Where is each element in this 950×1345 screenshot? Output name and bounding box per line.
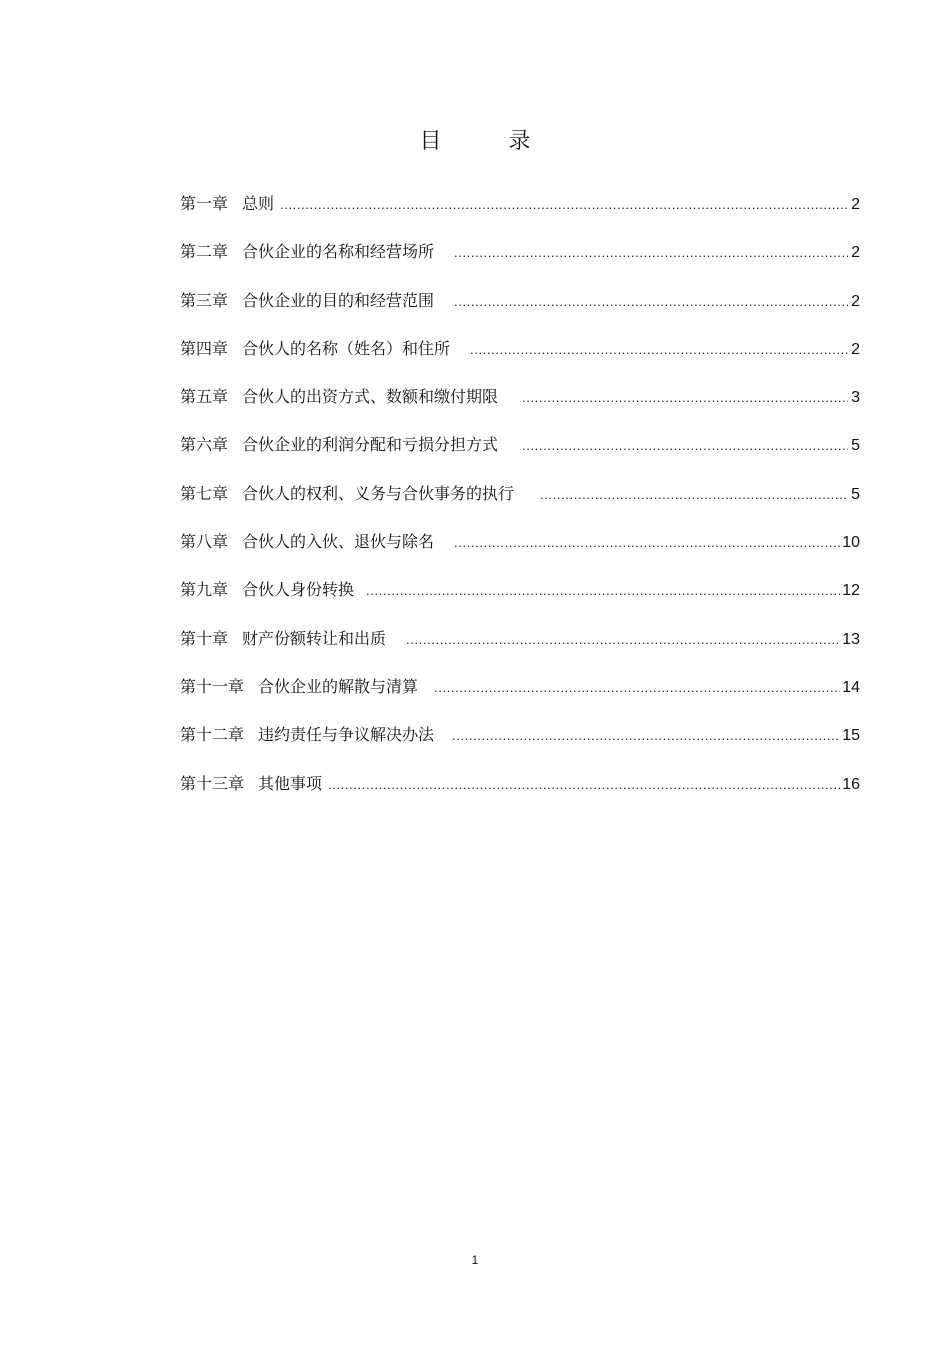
- toc-page-number: 14: [842, 678, 860, 696]
- toc-dot-leader: [328, 771, 840, 799]
- toc-heading: 合伙企业的利润分配和亏损分担方式: [242, 435, 499, 455]
- toc-dot-leader: [454, 529, 840, 557]
- toc-heading: 合伙人的名称（姓名）和住所: [242, 338, 451, 358]
- toc-dot-leader: [522, 432, 848, 460]
- toc-entry-4[interactable]: [180, 335, 860, 383]
- toc-chapter-label: 第六章: [180, 435, 229, 455]
- toc-heading: 其他事项: [258, 773, 323, 793]
- toc-entry-8[interactable]: [180, 528, 860, 576]
- toc-heading: 合伙人身份转换: [242, 580, 355, 600]
- toc-heading: 财产份额转让和出质: [242, 628, 387, 648]
- toc-dot-leader: [454, 239, 848, 267]
- toc-page-number: 13: [842, 630, 860, 648]
- toc-entry-11[interactable]: [180, 673, 860, 721]
- toc-dot-leader: [280, 191, 848, 219]
- toc-entry-6[interactable]: [180, 431, 860, 479]
- toc-chapter-label: 第三章: [180, 290, 229, 310]
- toc-heading: 合伙企业的目的和经营范围: [242, 290, 435, 310]
- toc-dot-leader: [454, 288, 848, 316]
- toc-chapter-label: 第九章: [180, 580, 229, 600]
- toc-chapter-label: 第十二章: [180, 725, 245, 745]
- toc-chapter-label: 第一章: [180, 194, 229, 213]
- toc-dot-leader: [470, 336, 848, 364]
- toc-entry-7[interactable]: [180, 480, 860, 528]
- toc-chapter-label: 第二章: [180, 242, 229, 262]
- toc-dot-leader: [540, 481, 848, 509]
- toc-heading: 总则: [242, 194, 275, 213]
- toc-heading: 合伙企业的解散与清算: [258, 676, 419, 696]
- toc-entry-1[interactable]: [180, 190, 860, 238]
- toc-title: 目 录: [419, 129, 561, 154]
- toc-page-number: 2: [851, 340, 860, 358]
- toc-heading: 合伙人的权利、义务与合伙事务的执行: [242, 483, 515, 503]
- toc-heading: 违约责任与争议解决办法: [258, 725, 435, 745]
- toc-page-number: 2: [851, 196, 860, 213]
- toc-chapter-label: 第十一章: [180, 676, 245, 696]
- toc-chapter-label: 第八章: [180, 532, 229, 552]
- toc-page-number: 15: [842, 727, 860, 745]
- toc-page-number: 5: [851, 437, 860, 455]
- toc-chapter-label: 第五章: [180, 387, 229, 407]
- toc-chapter-label: 第七章: [180, 483, 229, 503]
- footer-page-number: 1: [471, 1253, 479, 1267]
- toc-dot-leader: [452, 722, 840, 750]
- toc-entry-10[interactable]: [180, 625, 860, 673]
- toc-dot-leader: [366, 577, 840, 605]
- toc-entry-5[interactable]: [180, 383, 860, 431]
- toc-heading: 合伙人的出资方式、数额和缴付期限: [242, 387, 499, 407]
- toc-dot-leader: [434, 674, 840, 702]
- toc-entry-2[interactable]: [180, 238, 860, 286]
- toc-chapter-label: 第四章: [180, 338, 229, 358]
- toc-entry-13[interactable]: [180, 770, 860, 818]
- toc-page-number: 5: [851, 485, 860, 503]
- toc-page-number: 10: [842, 534, 860, 552]
- toc-entry-9[interactable]: [180, 576, 860, 624]
- toc-page-number: 3: [851, 389, 860, 407]
- toc-chapter-label: 第十章: [180, 628, 229, 648]
- toc-heading: 合伙企业的名称和经营场所: [242, 242, 435, 262]
- toc-chapter-label: 第十三章: [180, 773, 245, 793]
- toc-page-number: 2: [851, 244, 860, 262]
- toc-heading: 合伙人的入伙、退伙与除名: [242, 532, 435, 552]
- toc-list: [180, 190, 860, 818]
- toc-dot-leader: [406, 626, 840, 654]
- toc-entry-3[interactable]: [180, 287, 860, 335]
- toc-dot-leader: [522, 384, 848, 412]
- toc-page-number: 2: [851, 292, 860, 310]
- toc-entry-12[interactable]: [180, 721, 860, 769]
- toc-page-number: 16: [842, 775, 860, 793]
- toc-page-number: 12: [842, 582, 860, 600]
